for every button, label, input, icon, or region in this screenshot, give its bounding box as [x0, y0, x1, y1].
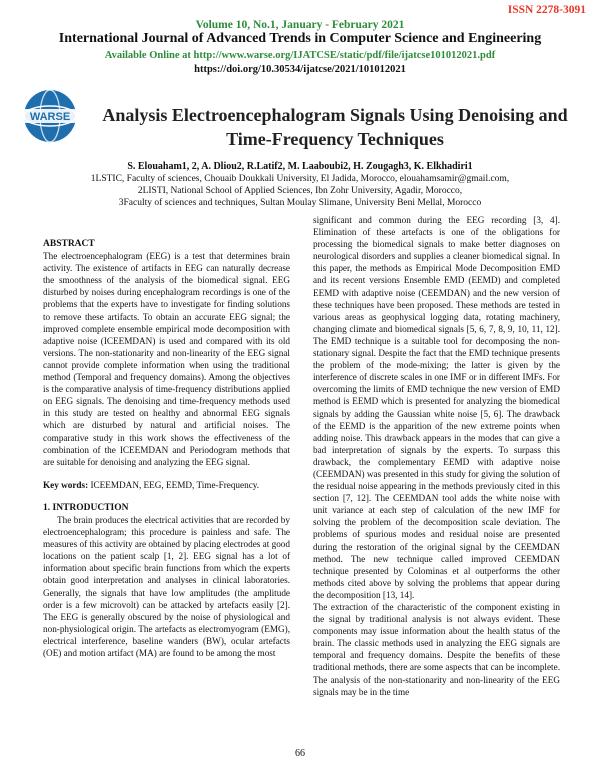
keywords [43, 479, 290, 491]
paper-title: Analysis Electroencephalogram Signals Using Denoising and Time-Frequency Techniques [102, 105, 568, 149]
keywords-text: ICEEMDAN, EEG, EEMD, Time-Frequency. [90, 479, 260, 490]
available-online-link[interactable]: Available Online at http://www.warse.org/IJATCSE/static/pdf/file/ijatcse101012021.pdf [104, 50, 496, 61]
page-number: 66 [295, 748, 305, 759]
affiliation-2: 2LISTI, National School of Applied Sciences, Ibn Zohr University, Agadir, Morocco, [137, 186, 463, 196]
doi-link[interactable]: https://doi.org/10.30534/ijatcse/2021/101012021 [194, 64, 406, 75]
right-paragraph-2: The extraction of the characteristic of the component existing in the signal by traditional analysis is not always evident. These components may issue information about the health status of the brain. The classic methods used in analyzing the EEG signals are temporal and frequency domains. Despite the benefits of these traditional methods, there are some aspects that can be incomplete. The analysis of the non-stationarity and non-linearity of the EEG signals may be in the time [313, 602, 560, 697]
introduction-heading: 1. INTRODUCTION [43, 502, 129, 513]
issn: ISSN 2278-3091 [507, 4, 586, 16]
warse-logo [18, 88, 82, 144]
introduction-text: The brain produces the electrical activities that are recorded by electroencephalogram; this procedure is painless and safe. The measures of this activity are obtained by placing electrodes at good locations on the patient scalp [1, 2]. EEG signal has a lot of information about specific brain functions from which the experts obtain good interpretation and analyses in clinical laboratories. Generally, the signals that have low amplitudes (the amplitude order is a few microvolt) can be attacked by artefacts easily [2]. The EEG is generally obscured by the noise of physiological and non-physiological origin. The artefacts as electromyogram (EMG), electrical interference, baseline wanders (BW), ocular artefacts (OE) and motion artifact (MA) are found to be among the most [43, 514, 290, 658]
abstract-text: The electroencephalogram (EEG) is a test that determines brain activity. The existence of artifacts in EEG can naturally decrease the smoothness of the analysis of the biomedical signal. EEG disturbed by noises during encephalogram recordings is one of the problems that the experts have to investigate for finding solutions to remove these artifacts. To obtain an accurate EEG signal; the improved complete ensemble empirical mode decomposition with adaptive noise (ICEEMDAN) is used and compared with its old versions. The non-stationarity and non-linearity of the EEG signal cannot provide complete information when using the traditional method (Temporal and frequency domains). Among the objectives is the comparative analysis of time-frequency distributions applied on EEG signals. The denoising and time-frequency methods used in this study are tested on healthy and abnormal EEG signals which are disturbed by natural and artificial noises. The comparative study in this work shows the effectiveness of the combination of the ICEEMDAN and Periodogram methods that are suitable for denoising and analyzing the EEG signal. [43, 251, 290, 467]
left-column [43, 238, 290, 659]
logo-text: WARSE [29, 111, 71, 123]
affiliation-3: 3Faculty of sciences and techniques, Sultan Moulay Slimane, University Beni Mellal, Morocco [118, 198, 482, 208]
volume-line: Volume 10, No.1, January - February 2021 [195, 19, 405, 31]
right-column [313, 214, 560, 698]
right-paragraph-1: significant and common during the EEG recording [3, 4]. Elimination of these artefacts is one of the obligations for processing the biomedical signals to make better diagnoses on neurological disorders and supplies a cleaner biomedical signal. In this paper, the methods as Empirical Mode Decomposition EMD and its recent versions Ensemble EMD (EEMD) and completed EEMD with adaptive noise (CEEMDAN) and the new version of these techniques have been proposed. These methods are tested in various areas as geophysical logging data, rotating machinery, changing climate and biomedical signals [5, 6, 7, 8, 9, 10, 11, 12]. The EMD technique is a suitable tool for decomposing the non-stationary signal. Despite the fact that the EMD technique presents the problem of the mode-mixing; the latter is given by the interference of discrete scales in one IMF or in different IMFs. For overcoming the limits of EMD technique the new version of EMD method is EEMD which is presented for analyzing the biomedical signals by adding the Gaussian white noise [5, 6]. The drawback of the EEMD is the apparition of the new extreme points when adding noise. This drawback appears in the modes that can give a bad interpretation of signals by the experts. To surpass this drawback, the complementary EEMD with adaptive noise (CEEMDAN) was presented in this study for giving the solution of the residual noise appearing in the methods previously cited in this section [7, 12]. The CEEMDAN tool adds the white noise with unit variance at each step of calculation of the new IMF for solving the problem of the decomposition scale deviation. The problems of spurious modes and residual noise are presented during the restoration of the original signal by the CEEMDAN method. The new technique called improved CEEMDAN technique presented by Colominas et al outperforms the other methods cited above by solving the problems that appear during the decomposition [13, 14]. [313, 215, 561, 600]
authors: S. Elouaham1, 2, A. Dliou2, R.Latif2, M. Laaboubi2, H. Zougagh3, K. Elkhadiri1 [127, 161, 473, 172]
keywords-label: Key words: [43, 479, 89, 490]
affiliation-1: 1LSTIC, Faculty of sciences, Chouaib Doukkali University, El Jadida, Morocco, elouahamsamir@gmail.com, [90, 174, 510, 184]
journal-title: International Journal of Advanced Trends in Computer Science and Engineering [58, 31, 542, 46]
abstract-heading: ABSTRACT [43, 239, 95, 249]
